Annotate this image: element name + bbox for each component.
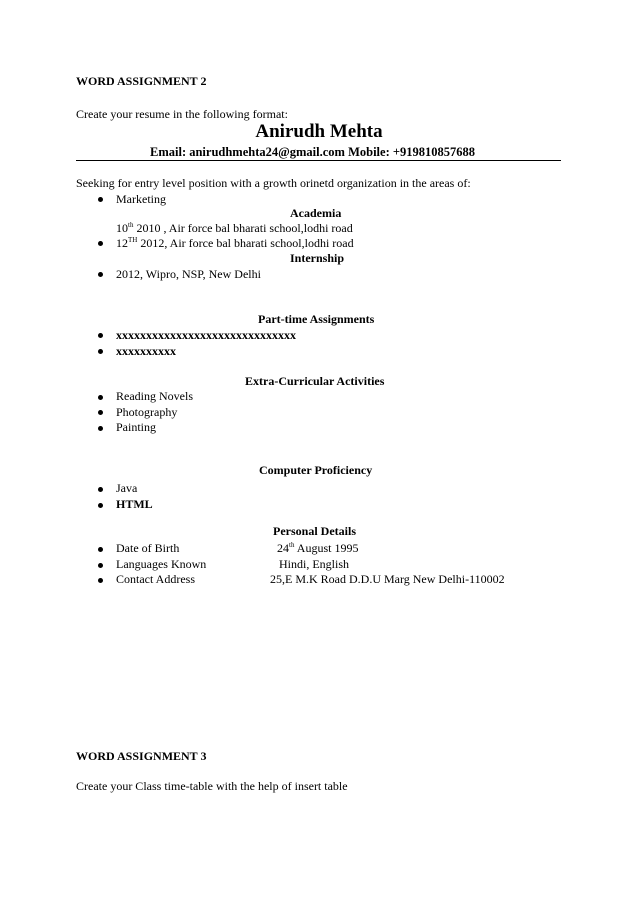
bullet-icon	[98, 197, 103, 202]
internship-item: 2012, Wipro, NSP, New Delhi	[116, 267, 261, 281]
bullet-icon	[98, 272, 103, 277]
parttime-title: Part-time Assignments	[258, 312, 375, 326]
computer-title: Computer Proficiency	[259, 463, 373, 477]
bullet-icon	[98, 578, 103, 583]
header-divider	[76, 160, 561, 161]
bullet-icon	[98, 563, 103, 568]
bullet-icon	[98, 333, 103, 338]
bullet-icon	[98, 241, 103, 246]
resume-name: Anirudh Mehta	[255, 121, 383, 142]
bullet-icon	[98, 395, 103, 400]
resume-contact-line: Email: anirudhmehta24@gmail.com Mobile: +919810857688	[150, 145, 475, 159]
assignment-3-instruction: Create your Class time-table with the help of insert table	[76, 779, 348, 793]
personal-label-dob: Date of Birth	[116, 541, 180, 555]
personal-value-address: 25,E M.K Road D.D.U Marg New Delhi-110002	[270, 572, 505, 586]
extra-item-2: Photography	[116, 405, 178, 419]
academia-title: Academia	[290, 206, 342, 220]
parttime-item-2: xxxxxxxxxx	[116, 344, 176, 358]
area-marketing: Marketing	[116, 192, 166, 206]
personal-value-languages: Hindi, English	[279, 557, 350, 571]
extracurricular-title: Extra-Curricular Activities	[245, 374, 385, 388]
bullet-icon	[98, 426, 103, 431]
assignment-2-instruction: Create your resume in the following format:	[76, 107, 288, 121]
bullet-icon	[98, 349, 103, 354]
computer-item-2: HTML	[116, 497, 153, 511]
bullet-icon	[98, 503, 103, 508]
academia-item-1: 10th 2010 , Air force bal bharati school,lodhi road	[116, 221, 353, 235]
bullet-icon	[98, 487, 103, 492]
objective-text: Seeking for entry level position with a growth orinetd organization in the areas of:	[76, 176, 471, 190]
personal-value-dob: 24th August 1995	[277, 541, 359, 555]
internship-title: Internship	[290, 251, 345, 265]
extra-item-3: Painting	[116, 420, 157, 434]
computer-item-1: Java	[116, 481, 138, 495]
assignment-3-heading: WORD ASSIGNMENT 3	[76, 749, 207, 763]
personal-title: Personal Details	[273, 524, 356, 538]
academia-item-2: 12TH 2012, Air force bal bharati school,lodhi road	[116, 236, 354, 250]
personal-label-languages: Languages Known	[116, 557, 207, 571]
personal-label-address: Contact Address	[116, 572, 195, 586]
parttime-item-1: xxxxxxxxxxxxxxxxxxxxxxxxxxxxxx	[116, 328, 296, 342]
assignment-2-heading: WORD ASSIGNMENT 2	[76, 74, 207, 88]
bullet-icon	[98, 410, 103, 415]
extra-item-1: Reading Novels	[116, 389, 193, 403]
bullet-icon	[98, 547, 103, 552]
